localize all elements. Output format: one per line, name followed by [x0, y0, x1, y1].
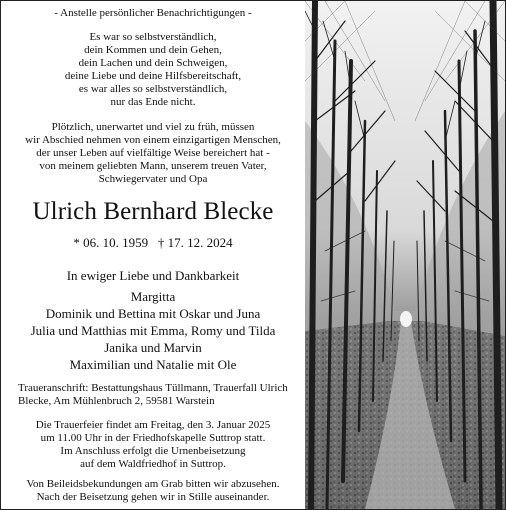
intro-line: der unser Leben auf vielfältige Weise bereichert hat - — [36, 147, 270, 159]
intro-line: wir Abschied nehmen von einem einzigartigen Menschen, — [25, 134, 281, 146]
poem-line: dein Lachen und dein Schweigen, — [78, 57, 228, 69]
poem-line: es war alles so selbstverständlich, — [78, 83, 228, 95]
address-line: Traueranschrift: Bestattungshaus Tüllmann, Trauerfall Ulrich — [18, 382, 288, 394]
deceased-name: Ulrich Bernhard Blecke — [32, 198, 274, 225]
poem-line: Es war so selbstverständlich, — [89, 31, 217, 43]
closing-line: Nach der Beisetzung gehen wir in Stille auseinander. — [36, 491, 270, 503]
poem-line: deine Liebe und deine Hilfsbereitschaft, — [64, 70, 242, 82]
header-line: - Anstelle persönlicher Benachrichtigungen - — [54, 7, 252, 19]
poem-line: nur das Ende nicht. — [110, 96, 196, 108]
poem-line: dein Kommen und dein Gehen, — [84, 44, 222, 56]
intro-line: von meinem geliebten Mann, unserem treuen Vater, — [39, 160, 267, 172]
funeral-line: Die Trauerfeier findet am Freitag, den 3. Januar 2025 — [35, 419, 271, 431]
mourner-line: Dominik und Bettina mit Oskar und Juna — [45, 306, 261, 321]
text-column — [1, 1, 305, 509]
forest-path-image — [305, 1, 505, 509]
funeral-line: auf dem Waldfriedhof in Suttrop. — [80, 458, 226, 470]
life-dates: * 06. 10. 1959 † 17. 12. 2024 — [73, 235, 233, 250]
mourners-heading: In ewiger Liebe und Dankbarkeit — [66, 268, 240, 283]
address-line: Blecke, Am Mühlenbruch 2, 59581 Warstein — [18, 395, 215, 407]
mourner-line: Margitta — [130, 289, 176, 304]
forest-path-photo — [305, 1, 505, 509]
intro-line: Plötzlich, unerwartet und viel zu früh, müssen — [51, 121, 255, 133]
intro-line: Schwiegervater und Opa — [98, 173, 208, 185]
closing-line: Von Beileidsbekundungen am Grab bitten wir abzusehen. — [26, 478, 280, 490]
funeral-line: Im Anschluss erfolgt die Urnenbeisetzung — [60, 445, 246, 457]
funeral-line: um 11.00 Uhr in der Friedhofskapelle Suttrop statt. — [40, 432, 266, 444]
mourner-line: Janika und Marvin — [104, 340, 202, 355]
mourner-line: Julia und Matthias mit Emma, Romy und Tilda — [30, 323, 276, 338]
mourner-line: Maximilian und Natalie mit Ole — [69, 357, 237, 372]
